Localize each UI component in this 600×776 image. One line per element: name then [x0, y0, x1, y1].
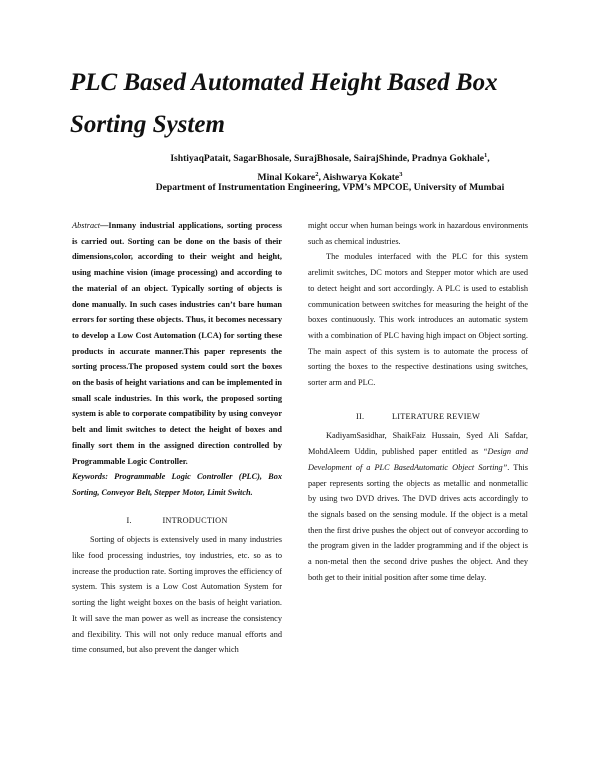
right-column [308, 218, 528, 585]
section-heading-introduction: I. INTRODUCTION [126, 515, 228, 525]
literature-paragraph: KadiyamSasidhar, ShaikFaiz Hussain, Syed Ali Safdar, MohdAleem Uddin, published paper entitled as “Design and Development of a PLC BasedAutomatic Object Sorting”. This paper represents sorting the objects as metallic and nonmetallic by using two DVD drives. The DVD drives acts accordingly to the signals based on the sensing module. If the object is a metal then the first drive pushes the object out of conveyor according to the program given in the ladder programming and if the object is a non-metal then the second drive pushes the object. And they both get to their initial position after some time delay. [308, 431, 529, 582]
abstract-label: Abstract [72, 221, 101, 230]
left-column [72, 218, 282, 658]
author-line-1: IshtiyaqPatait, SagarBhosale, SurajBhosale, SairajShinde, Pradnya Gokhale$^1$, [170, 152, 490, 165]
affiliation: Department of Instrumentation Engineering, VPM’s MPCOE, University of Mumbai [155, 182, 505, 193]
introduction-paragraph: Sorting of objects is extensively used in many industries like food processing industries, toy industries, etc. so as to increase the production rate. Sorting improves the efficiency of system. This system is a Low Cost Automation System for sorting the light weight boxes on the basis of height variation. It will save the man power as well as increase the consistency and flexibility. This will not only reduce manual efforts and time consumed, but also prevent the danger which [72, 535, 282, 655]
section-heading-literature-review: II. LITERATURE REVIEW [356, 411, 480, 421]
paper-title: PLC Based Automated Height Based Box Sorting System [70, 69, 498, 138]
right-paragraph-1: might occur when human beings work in hazardous environments such as chemical industries. [308, 221, 528, 246]
right-paragraph-2: The modules interfaced with the PLC for this system arelimit switches, DC motors and Stepper motor which are used to detect height and sort accordingly. A PLC is used to establish communication between switches for measuring the height of the boxes continuously. This work introduces an automatic system with a combination of PLC having high impact on Object sorting. The main aspect of this system is to automate the process of sorting the boxes to the respective destinations using switches, sorter arm and PLC. [308, 252, 528, 388]
abstract-text: —Inmany industrial applications, sorting process is carried out. Sorting can be done on the basis of their dimensions,color, according to their weight and height, using machine vision (image processing) and according to the material of an object. Typically sorting of objects is done manually. In such cases industries can’t bare human errors for sorting these objects. Thus, it becomes necessary to develop a Low Cost Automation (LCA) for sorting these products in accurate manner.This paper represents the sorting process.The proposed system could sort the boxes on the basis of height variations and can be implemented in small scale industries. In this work, the proposed sorting system is able to corporate compatibility by using conveyor belt and limit switches to detect the height of boxes and finally sort them in the assigned direction controlled by Programmable Logic Controller. [72, 221, 282, 466]
abstract [72, 218, 282, 469]
cited-paper-title: “Design and Development of a PLC BasedAutomatic Object Sorting” [308, 447, 529, 472]
author-list [120, 148, 540, 186]
author-line-2: Minal Kokare$^2$, Aishwarya Kokate$^3$ [257, 171, 403, 184]
keywords: Keywords: Programmable Logic Controller (PLC), Box Sorting, Conveyor Belt, Stepper Motor, Limit Switch. [72, 472, 282, 497]
